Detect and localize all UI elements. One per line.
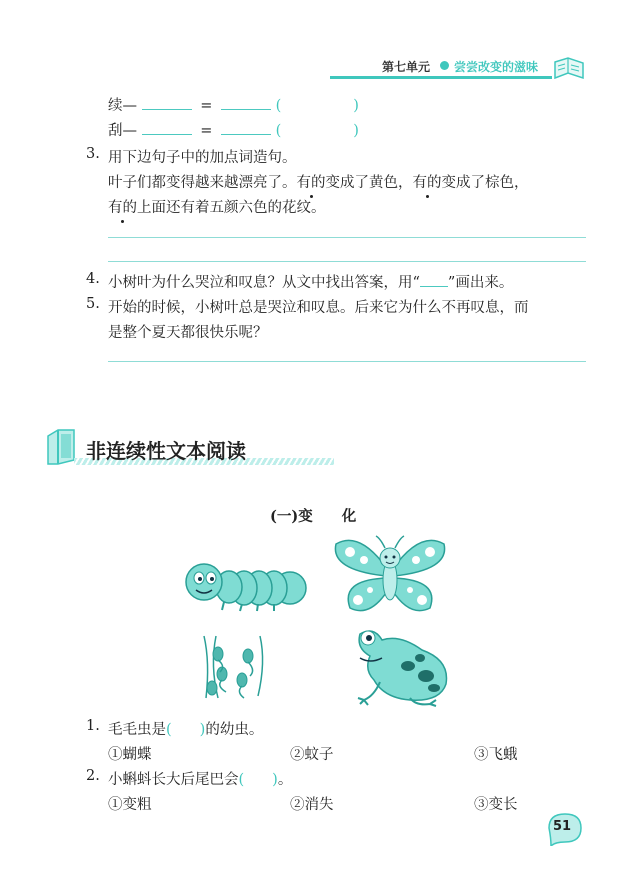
frog-illustration [350,626,460,708]
paren-open: ( [275,123,282,139]
sentence-part: 上面还有着五颜六色的花纹。 [137,200,326,216]
text-part: 小树叶为什么哭泣和叹息？从文中找出答案，用“ [108,275,420,291]
header-underline [330,76,552,79]
answer-line[interactable] [108,261,586,262]
unit-label: 第七单元 [382,60,431,74]
answer-blank[interactable] [142,134,192,135]
section-title: 非连续性文本阅读 [86,439,246,463]
answer-blank[interactable] [221,109,271,110]
dash: — [122,98,137,114]
answer-line[interactable] [108,237,586,238]
mc-stem [108,718,263,739]
option[interactable]: ③变长 [474,797,518,813]
question-text: 是整个夏天都很快乐呢？ [108,325,268,341]
stem-part: 的幼虫。 [205,722,264,738]
question-number: 5. [86,296,100,312]
option[interactable]: ①变粗 [108,797,152,813]
question-number: 4. [86,271,100,287]
fill-char: 续 [108,98,123,114]
butterfly-illustration [330,530,450,620]
answer-line[interactable] [108,361,586,362]
fill-row [108,119,359,140]
example-sentence-line1 [108,171,529,192]
article-name: 变 化 [298,508,357,525]
paren-close: ) [199,722,206,738]
unit-dot-icon [440,61,449,70]
paren-close: ) [353,98,359,114]
option[interactable]: ②蚊子 [290,747,334,763]
text-part: ”画出来。 [447,275,514,291]
section-header [44,428,334,470]
equals-sign: = [200,123,213,139]
fill-char: 刮 [108,123,123,139]
option[interactable]: ①蝴蝶 [108,747,152,763]
article-number: (一) [270,508,299,525]
paren-open: ( [238,772,245,788]
fill-row [108,94,359,115]
question-number: 3. [86,146,100,162]
paren-open: ( [166,722,172,738]
underline-sample [420,286,448,287]
page-header [330,52,590,82]
option[interactable]: ③飞蛾 [474,747,518,763]
question-text: 开始的时候，小树叶总是哭泣和叹息。后来它为什么不再叹息，而 [108,300,529,316]
unit-title: 尝尝改变的滋味 [454,60,539,74]
paren-close: ) [353,123,359,139]
tadpoles-illustration [196,632,276,702]
dotted-word: 有的 [108,196,137,217]
stem-part: 。 [277,772,293,788]
sentence-part: 叶子们都变得越来越漂亮了。 [108,175,297,191]
stem-part: 小蝌蚪长大后尾巴会 [108,772,239,788]
sentence-part: 变成了黄色， [325,175,413,191]
paren-open: ( [275,98,282,114]
example-sentence-line2 [108,196,326,217]
dotted-word: 有的 [413,171,442,192]
book-icon [552,54,586,82]
stem-part: 毛毛虫是 [108,722,166,738]
paren-close: ) [272,772,278,788]
question-text [108,271,513,292]
page-number-badge [545,812,581,842]
option[interactable]: ②消失 [290,797,334,813]
book-icon [44,428,78,466]
sentence-part: 变成了棕色， [441,175,529,191]
page-number: 51 [553,819,572,834]
equals-sign: = [200,98,213,114]
mc-stem [108,768,292,789]
question-text: 用下边句子中的加点词造句。 [108,150,297,166]
answer-blank[interactable] [221,134,271,135]
article-title [270,505,356,526]
question-number: 2. [86,768,100,784]
dotted-word: 有的 [297,171,326,192]
caterpillar-illustration [182,558,312,614]
answer-blank[interactable] [142,109,192,110]
dash: — [122,123,137,139]
question-number: 1. [86,718,100,734]
